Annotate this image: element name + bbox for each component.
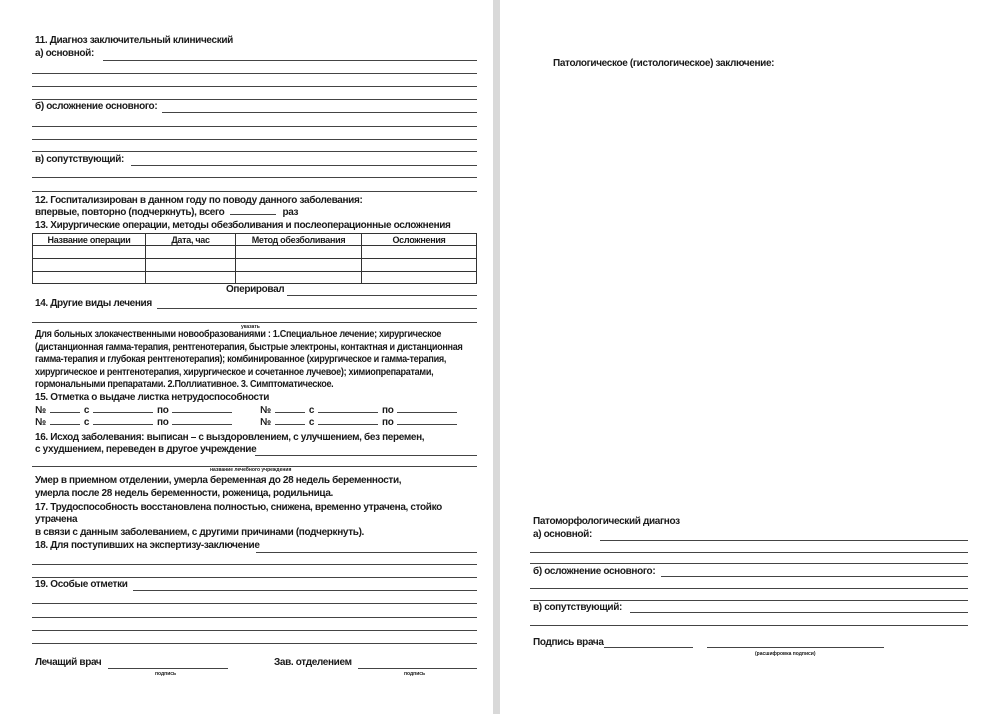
sick-leave-label: по xyxy=(382,405,394,416)
head-of-department-label: Зав. отделением xyxy=(274,657,352,668)
col-complications: Осложнения xyxy=(362,234,477,246)
sick-leave-field[interactable] xyxy=(50,424,80,425)
fill-in-line[interactable] xyxy=(108,668,228,669)
sick-leave-field[interactable] xyxy=(275,424,305,425)
fill-in-line[interactable] xyxy=(32,577,477,578)
signature-decode-caption: (расшифровка подписи) xyxy=(755,651,816,657)
table-row xyxy=(33,272,477,284)
sick-leave-label: по xyxy=(382,417,394,428)
sick-leave-field[interactable] xyxy=(318,424,378,425)
fill-in-line[interactable] xyxy=(103,60,477,61)
section-11-title: 11. Диагноз заключительный клинический xyxy=(35,35,233,46)
section-13-title: 13. Хирургические операции, методы обезболивания и послеоперационные осложнения xyxy=(35,220,451,231)
section-16-line2: с ухудшением, переведен в другое учреждение xyxy=(35,444,257,455)
fill-in-line[interactable] xyxy=(32,151,477,152)
section-12-line1: 12. Госпитализирован в данном году по поводу данного заболевания: xyxy=(35,195,363,206)
table-cell[interactable] xyxy=(146,272,236,284)
col-operation-name: Название операции xyxy=(33,234,146,246)
sick-leave-row xyxy=(35,417,236,429)
sick-leave-field[interactable] xyxy=(93,412,153,413)
sick-leave-field[interactable] xyxy=(397,412,457,413)
fill-in-line[interactable] xyxy=(530,588,968,589)
times-unit: раз xyxy=(282,207,299,218)
table-cell[interactable] xyxy=(33,259,146,272)
page-gutter xyxy=(493,0,500,714)
malignant-treatment-text: Для больных злокачественными новообразованиями : 1.Специальное лечение; хирургическое (дистанционная гамма-терапия, рентгенотерапия, быстрые электроны, контактная и дистанционная гамма-терапия и глубокая рентгенотерапия); комбинированное (хирургическое и гамма-терапия, хирургическое и рентгенотерапия, хирургическое и сочетанное лучевое); химиопрепаратами, гормональными препаратами. 2.Поллиативное. 3. Симптоматическое. xyxy=(35,329,463,391)
fill-in-line[interactable] xyxy=(630,612,968,613)
fill-in-line[interactable] xyxy=(661,576,968,577)
specify-caption: указать xyxy=(241,324,260,330)
sick-leave-label: по xyxy=(157,417,169,428)
pm-complication-label: б) осложнение основного: xyxy=(533,566,656,577)
sick-leave-row xyxy=(260,417,461,429)
signature-caption: подпись xyxy=(404,671,426,677)
fill-in-line[interactable] xyxy=(32,73,477,74)
doctor-signature-label: Подпись врача xyxy=(533,637,604,648)
table-row xyxy=(33,246,477,259)
fill-in-line[interactable] xyxy=(256,552,477,553)
sick-leave-field[interactable] xyxy=(172,424,232,425)
fill-in-line[interactable] xyxy=(530,563,968,564)
fill-in-line[interactable] xyxy=(707,647,884,648)
sick-leave-label: с xyxy=(308,405,315,416)
table-cell[interactable] xyxy=(146,259,236,272)
diagnosis-main-label: а) основной: xyxy=(35,48,94,59)
sick-leave-field[interactable] xyxy=(50,412,80,413)
sick-leave-label: № xyxy=(35,405,46,416)
sick-leave-label: № xyxy=(35,417,46,428)
table-header-row xyxy=(33,234,477,246)
table-cell[interactable] xyxy=(362,246,477,259)
fill-in-line[interactable] xyxy=(32,466,477,467)
fill-in-line[interactable] xyxy=(32,643,477,644)
section-15-title: 15. Отметка о выдаче листка нетрудоспособности xyxy=(35,392,270,403)
sick-leave-label: с xyxy=(83,417,90,428)
institution-caption: название лечебного учреждения xyxy=(210,467,292,473)
section-14-title: 14. Другие виды лечения xyxy=(35,298,152,309)
section-19-title: 19. Особые отметки xyxy=(35,579,128,590)
attending-doctor-label: Лечащий врач xyxy=(35,657,102,668)
table-row xyxy=(33,259,477,272)
sick-leave-label: с xyxy=(308,417,315,428)
diagnosis-concomitant-label: в) сопутствующий: xyxy=(35,154,124,165)
sick-leave-field[interactable] xyxy=(172,412,232,413)
sick-leave-row xyxy=(260,405,461,417)
fill-in-line[interactable] xyxy=(32,617,477,618)
fill-in-line[interactable] xyxy=(32,630,477,631)
fill-in-line[interactable] xyxy=(133,590,477,591)
fill-in-line[interactable] xyxy=(287,295,477,296)
section-17-line2: утрачена xyxy=(35,514,78,525)
pm-concomitant-label: в) сопутствующий: xyxy=(533,602,622,613)
fill-in-line[interactable] xyxy=(32,126,477,127)
fill-in-line[interactable] xyxy=(157,308,477,309)
table-cell[interactable] xyxy=(146,246,236,259)
fill-in-line[interactable] xyxy=(255,455,477,456)
died-line2: умерла после 28 недель беременности, роженица, родильница. xyxy=(35,488,333,499)
section-17-line1: 17. Трудоспособность восстановлена полностью, снижена, временно утрачена, стойко xyxy=(35,502,442,513)
sick-leave-label: № xyxy=(260,417,271,428)
table-cell[interactable] xyxy=(236,259,362,272)
col-anesthesia-method: Метод обезболивания xyxy=(236,234,362,246)
diagnosis-complication-label: б) осложнение основного: xyxy=(35,101,158,112)
fill-in-line[interactable] xyxy=(162,112,477,113)
sick-leave-field[interactable] xyxy=(275,412,305,413)
table-cell[interactable] xyxy=(236,272,362,284)
pm-main-label: а) основной: xyxy=(533,529,592,540)
section-18-title: 18. Для поступивших на экспертизу-заключение xyxy=(35,540,260,551)
table-cell[interactable] xyxy=(33,272,146,284)
fill-in-line[interactable] xyxy=(32,139,477,140)
sick-leave-field[interactable] xyxy=(93,424,153,425)
sick-leave-field[interactable] xyxy=(397,424,457,425)
fill-in-line[interactable] xyxy=(604,647,693,648)
fill-in-line[interactable] xyxy=(358,668,477,669)
sick-leave-field[interactable] xyxy=(318,412,378,413)
times-field[interactable] xyxy=(230,214,276,215)
fill-in-line[interactable] xyxy=(32,99,477,100)
right-page xyxy=(500,0,1000,714)
fill-in-line[interactable] xyxy=(530,600,968,601)
fill-in-line[interactable] xyxy=(530,552,968,553)
sick-leave-label: с xyxy=(83,405,90,416)
fill-in-line[interactable] xyxy=(131,165,477,166)
col-date-time: Дата, час xyxy=(146,234,236,246)
table-cell[interactable] xyxy=(362,259,477,272)
section-12-line2 xyxy=(35,207,298,219)
sick-leave-label: № xyxy=(260,405,271,416)
fill-in-line[interactable] xyxy=(32,191,477,192)
fill-in-line[interactable] xyxy=(32,86,477,87)
fill-in-line[interactable] xyxy=(32,564,477,565)
left-page xyxy=(0,0,493,714)
died-line1: Умер в приемном отделении, умерла беременная до 28 недель беременности, xyxy=(35,475,402,486)
operations-table xyxy=(32,233,477,284)
sick-leave-label: по xyxy=(157,405,169,416)
fill-in-line[interactable] xyxy=(32,603,477,604)
table-cell[interactable] xyxy=(33,246,146,259)
fill-in-line[interactable] xyxy=(600,540,968,541)
table-cell[interactable] xyxy=(362,272,477,284)
fill-in-line[interactable] xyxy=(32,177,477,178)
operated-label: Оперировал xyxy=(226,284,285,295)
table-cell[interactable] xyxy=(236,246,362,259)
pathology-conclusion-title: Патологическое (гистологическое) заключение: xyxy=(553,58,775,69)
pathomorphological-diagnosis-title: Патоморфологический диагноз xyxy=(533,516,680,527)
fill-in-line[interactable] xyxy=(530,625,968,626)
section-17-line3: в связи с данным заболеванием, с другими причинами (подчеркнуть). xyxy=(35,527,364,538)
fill-in-line[interactable] xyxy=(32,322,477,323)
hospitalized-text: впервые, повторно (подчеркнуть), всего xyxy=(35,207,225,218)
sick-leave-row xyxy=(35,405,236,417)
signature-caption: подпись xyxy=(155,671,177,677)
section-16-line1: 16. Исход заболевания: выписан – с выздоровлением, с улучшением, без перемен, xyxy=(35,432,425,443)
